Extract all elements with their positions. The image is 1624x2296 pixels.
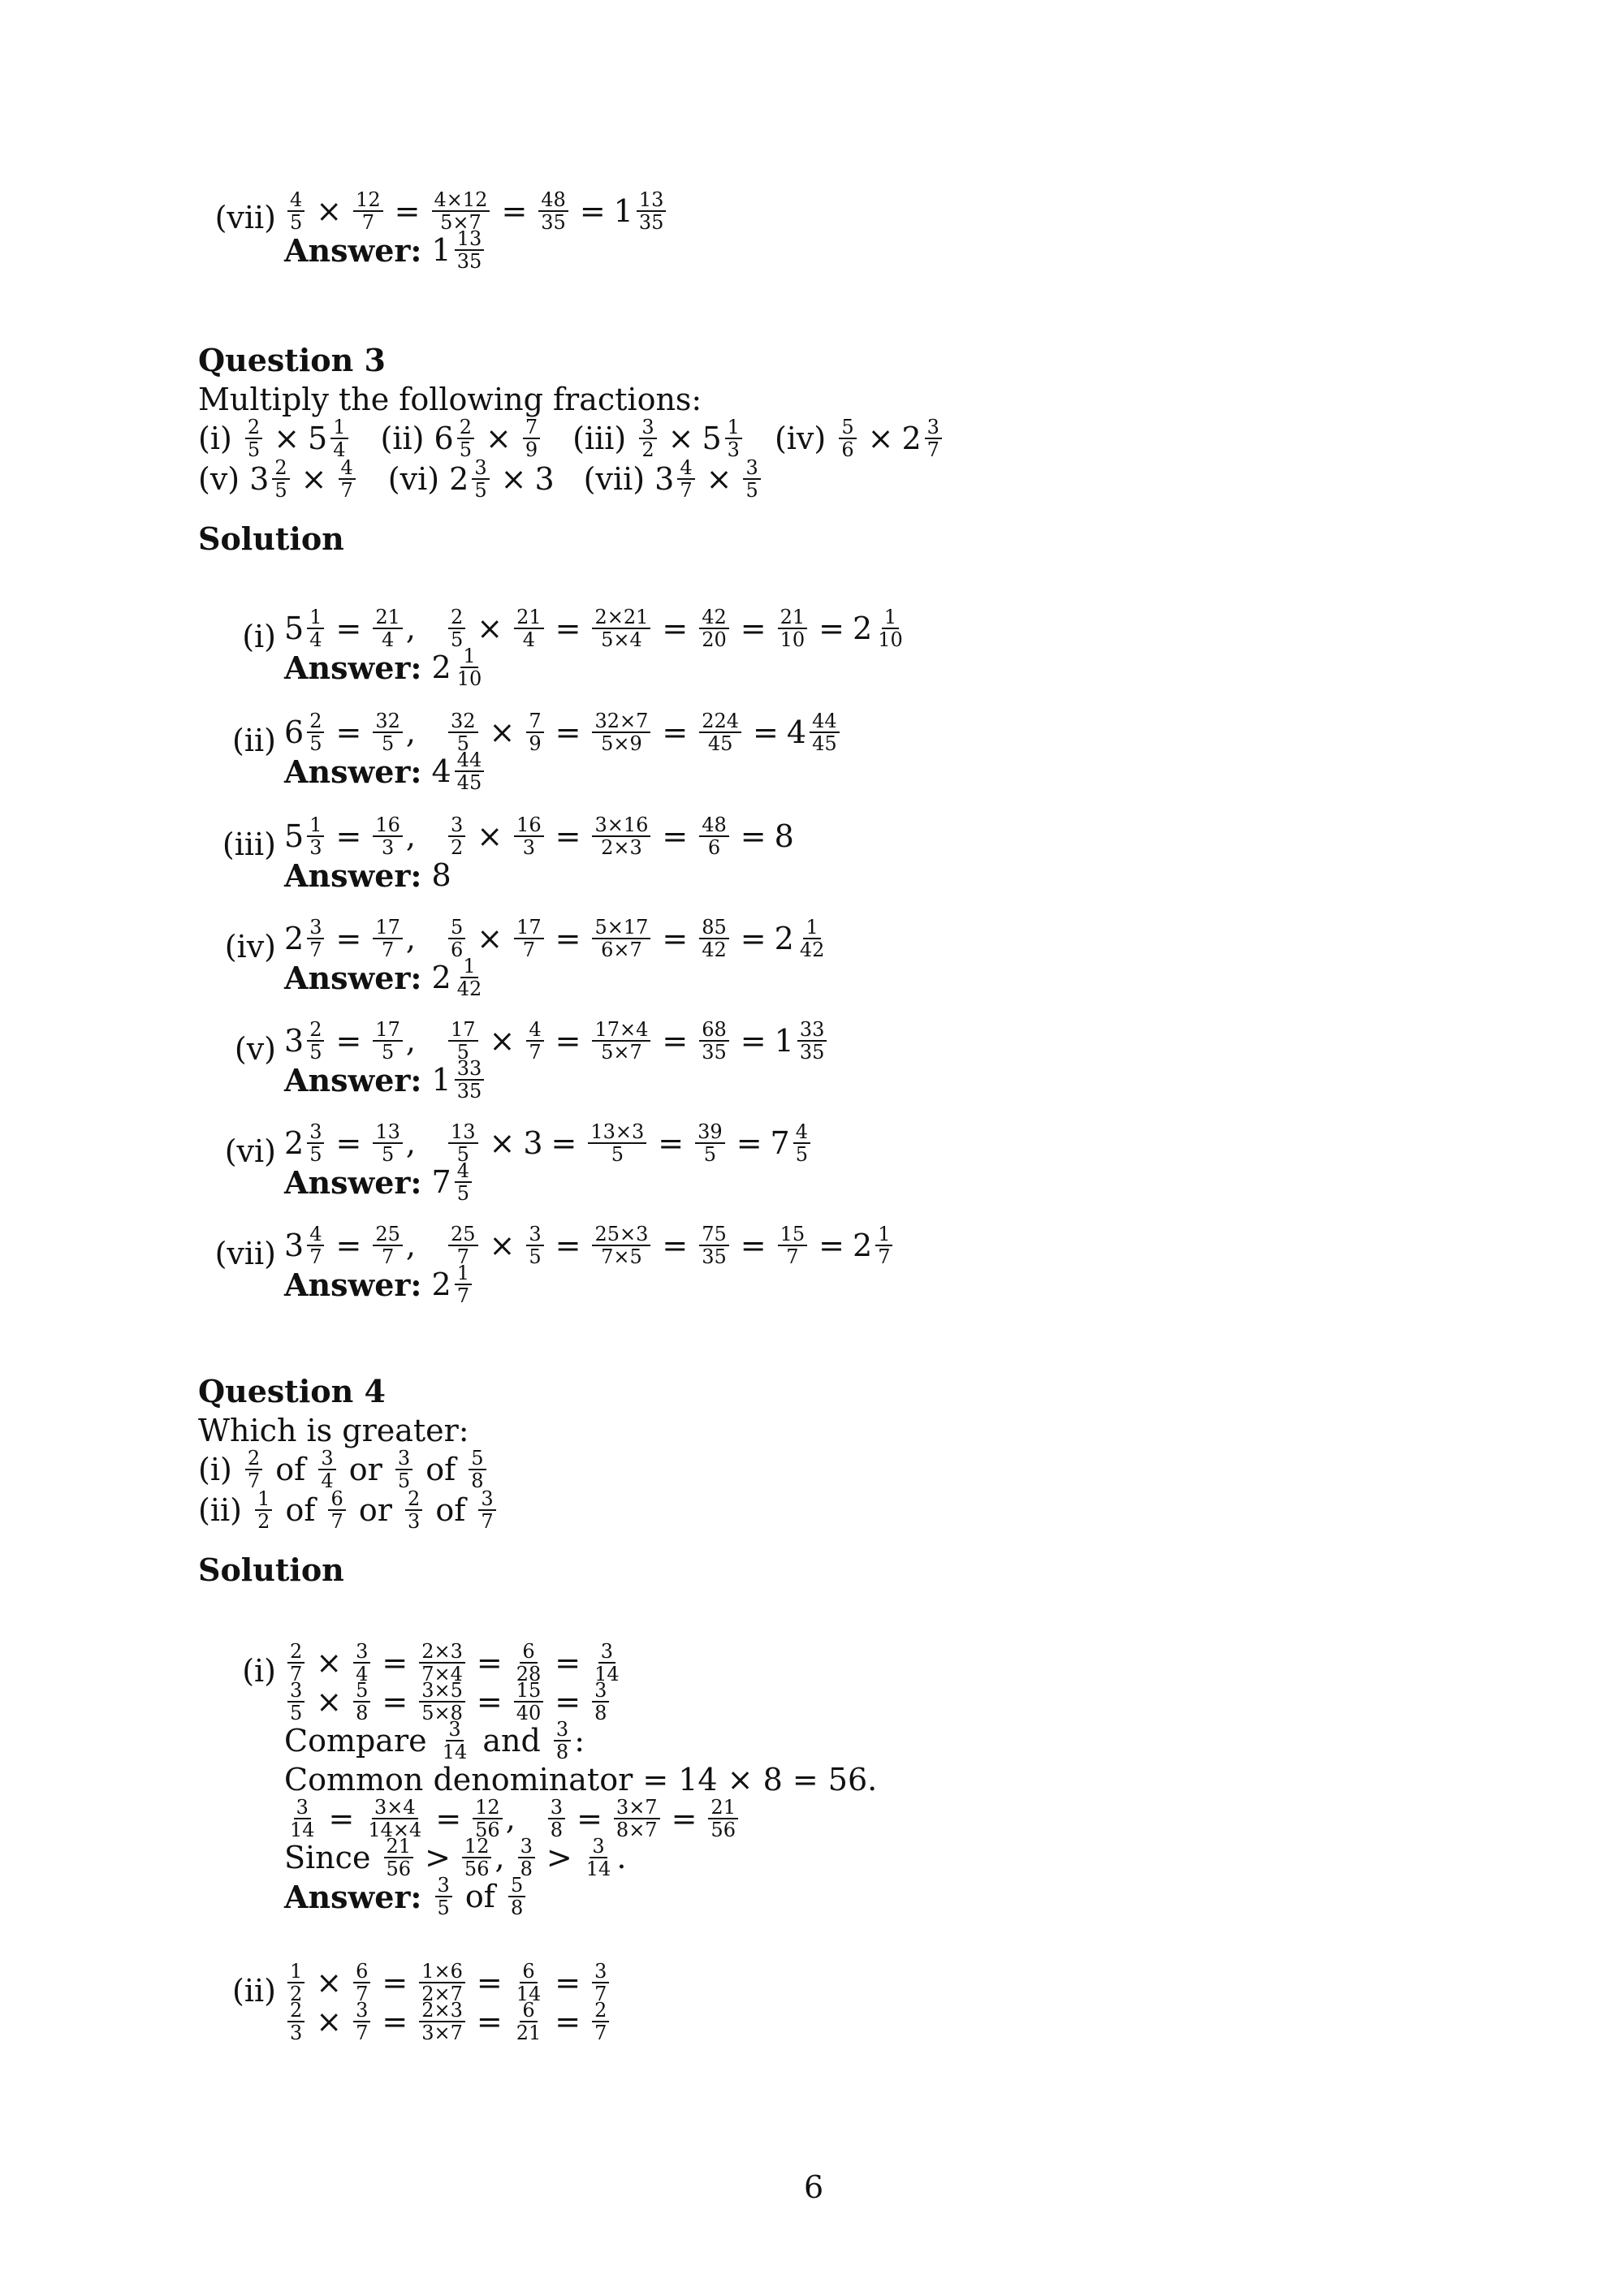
q3-parts-line2: (v) 3 $\frac{2}{5}$ × $\frac{4}{7}$ (vi) 2 $\frac{3}{5}$ × 3 (vii) 3 $\frac{4}{7}$ × $\frac{3}{5}$ bbox=[198, 460, 764, 498]
q4-solution-title: Solution bbox=[198, 1552, 344, 1588]
q3-parts-line1: (i) $\frac{2}{5}$ × 5 $\frac{1}{4}$ (ii) 6 $\frac{2}{5}$ × $\frac{7}{9}$ (iii) $\frac{3}{2}$ × 5 $\frac{1}{3}$ (iv) $\frac{5}{6}$ × 2 $\frac{3}{7}$ bbox=[198, 419, 945, 458]
q4-part-i: (i) $\frac{2}{7}$ of $\frac{3}{4}$ or $\frac{3}{5}$ of $\frac{5}{8}$ bbox=[198, 1450, 490, 1489]
q4-prompt: Which is greater: bbox=[198, 1413, 469, 1448]
q3-solution-title: Solution bbox=[198, 520, 344, 557]
q3-title: Question 3 bbox=[198, 342, 386, 378]
document-page: (vii) $\frac{4}{5}$ × $\frac{12}{7}$ = $\frac{4\times 12}{5\times 7}$ = $\frac{48}{35}$ = 1 $\frac{13}{35}$ Answer: 1 $\frac{13}{35}$ Question 3 Multiply the following fractions: (i) $\frac{2}{5}$ × 5 $\frac{1}{4}$ (ii) 6 $\frac{2}{5}$ × $\frac{7}{9}$ (iii) $\frac{3}{2}$ × 5 $\frac{1}{3}$ (iv) $\frac{5}{6}$ × 2 $\frac{3}{7}$ (v) 3 $\frac{2}{5}$ × $\frac{4}{7}$ (vi) 2 $\frac{3}{5}$ × 3 (vii) 3 $\frac{4}{7}$ × $\frac{3}{5}$ Solution (i) 5 $\frac{1}{4}$ = $\frac{21}{4}$ , $\frac{2}{5}$ × $\frac{21}{4}$ = $\frac{2\times 21}{5\times 4}$ = $\frac{42}{20}$ = $\frac{21}{10}$ = 2 $\frac{1}{10}$ Answer: 2 $\frac{1}{10}$ (ii) 6 $\frac{2}{5}$ = $\frac{32}{5}$ , $\frac{32}{5}$ × $\frac{7}{9}$ = $\frac{32\times 7}{5\times 9}$ = $\frac{224}{45}$ = 4 $\frac{44}{45}$ Answer: 4 $\frac{44}{45}$ (iii) 5 $\frac{1}{3}$ = $\frac{16}{3}$ , $\frac{3}{2}$ × $\frac{16}{3}$ = $\frac{3\times 16}{2\times 3}$ = $\frac{48}{6}$ = 8 Answer: 8 (iv) 2 $\frac{3}{7}$ = $\frac{17}{7}$ , $\frac{5}{6}$ × $\frac{17}{7}$ = $\frac{5\times 17}{6\times 7}$ = $\frac{85}{42}$ = 2 $\frac{1}{42}$ Answer: 2 $\frac{1}{42}$ (v) 3 $\frac{2}{5}$ = $\frac{17}{5}$ , $\frac{17}{5}$ × $\frac{4}{7}$ = $\frac{17\times 4}{5\times 7}$ = $\frac{68}{35}$ = 1 $\frac{33}{35}$ Answer: 1 $\frac{33}{35}$ (vi) 2 $\frac{3}{5}$ = $\frac{13}{5}$ , $\frac{13}{5}$ × 3 = $\frac{13\times 3}{5}$ = $\frac{39}{5}$ = 7 $\frac{4}{5}$ Answer: 7 $\frac{4}{5}$ (vii) 3 $\frac{4}{7}$ = $\frac{25}{7}$ , $\frac{25}{7}$ × $\frac{3}{5}$ = $\frac{25\times 3}{7\times 5}$ = $\frac{75}{35}$ = $\frac{15}{7}$ = 2 $\frac{1}{7}$ Answer: 2 $\frac{1}{7}$ Question 4 Which is greater: (i) $\frac{2}{7}$ of $\frac{3}{4}$ or $\frac{3}{5}$ of $\frac{5}{8}$ (ii) $\frac{1}{2}$ of $\frac{6}{7}$ or $\frac{2}{3}$ of $\frac{3}{7}$ Solution (i) $\frac{2}{7}$ × $\frac{3}{4}$ = $\frac{2\times 3}{7\times 4}$ = $\frac{6}{28}$ = $\frac{3}{14}$ $\frac{3}{5}$ × $\frac{5}{8}$ = $\frac{3\times 5}{5\times 8}$ = $\frac{15}{40}$ = $\frac{3}{8}$ Compare $\frac{3}{14}$ and $\frac{3}{8}$ : Common denominator = 14 × 8 = 56. $\frac{3}{14}$ = $\frac{3\times 4}{14\times 4}$ = $\frac{12}{56}$ , $\frac{3}{8}$ = $\frac{3\times 7}{8\times 7}$ = $\frac{21}{56}$ Since $\frac{21}{56}$ > $\frac{12}{56}$ , $\frac{3}{8}$ > $\frac{3}{14}$ . Answer: $\frac{3}{5}$ of $\frac{5}{8}$ (ii) $\frac{1}{2}$ × $\frac{6}{7}$ = $\frac{1\times 6}{2\times 7}$ = $\frac{6}{14}$ = $\frac{3}{7}$ $\frac{2}{3}$ × $\frac{3}{7}$ = $\frac{2\times 3}{3\times 7}$ = $\frac{6}{21}$ = $\frac{2}{7}$ 6 bbox=[0, 0, 1624, 2296]
page-number: 6 bbox=[804, 2169, 824, 2205]
q2-vii-label: (vii) bbox=[214, 200, 276, 235]
q4-title: Question 4 bbox=[198, 1373, 386, 1409]
q4-part-ii: (ii) $\frac{1}{2}$ of $\frac{6}{7}$ or $\frac{2}{3}$ of $\frac{3}{7}$ bbox=[198, 1491, 499, 1530]
q2-vii-answer: Answer: 1 $\frac{13}{35}$ bbox=[284, 231, 669, 270]
q2-vii-equation: $\frac{4}{5}$ × $\frac{12}{7}$ = $\frac{4\times 12}{5\times 7}$ = $\frac{48}{35}$ = 1 $\frac{13}{35}$ bbox=[284, 192, 669, 231]
q3-prompt: Multiply the following fractions: bbox=[198, 382, 702, 417]
